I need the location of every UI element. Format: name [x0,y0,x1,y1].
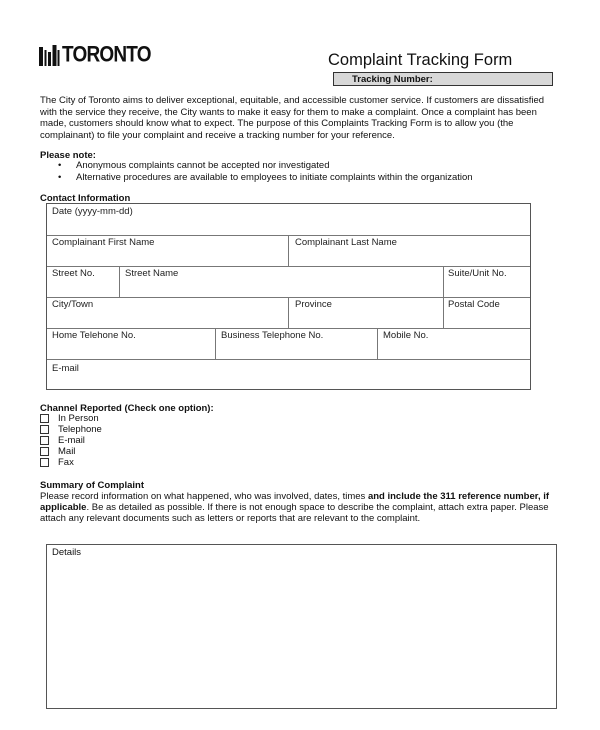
channel-option-in-person[interactable]: In Person [40,413,102,424]
province-field[interactable]: Province [295,299,332,310]
home-phone-field[interactable]: Home Telehone No. [52,330,136,341]
channel-option-email[interactable]: E-mail [40,435,102,446]
suite-field[interactable]: Suite/Unit No. [448,268,507,279]
checkbox[interactable] [40,436,49,445]
tracking-number-field[interactable] [333,72,553,86]
first-name-field[interactable]: Complainant First Name [52,237,155,248]
note-title: Please note: [40,150,96,161]
summary-instructions: Please record information on what happened, who was involved, dates, times and include the 311 reference number, if applicable. Be as detailed as possible. If there is not enough space to describe the complaint, attach extra paper. Please attach any relevant documents such as letters or reports that are relevant to the complaint. [40,491,550,524]
business-phone-field[interactable]: Business Telephone No. [221,330,324,341]
postal-code-field[interactable]: Postal Code [448,299,500,310]
details-textarea[interactable] [46,544,557,709]
note-list [58,160,473,184]
date-field[interactable]: Date (yyyy-mm-dd) [52,206,133,217]
intro-paragraph: The City of Toronto aims to deliver exceptional, equitable, and accessible customer service. If customers are dissatisfied with the service they receive, the City wants to make it easy for them to make a complaint. Once a complaint has been made, customers should know what to expect. The purpose of this Complaints Tracking Form is to allow you (the complainant) to file your complaint and receive a tracking number for your reference. [40,95,545,141]
mobile-field[interactable]: Mobile No. [383,330,429,341]
email-field[interactable]: E-mail [52,363,79,374]
channel-option-fax[interactable]: Fax [40,457,102,468]
note-item: • Alternative procedures are available to employees to initiate complaints within the organization [58,172,473,184]
channel-options [40,413,102,468]
note-item: • Anonymous complaints cannot be accepted nor investigated [58,160,473,172]
city-logo [38,42,151,66]
checkbox[interactable] [40,458,49,467]
last-name-field[interactable]: Complainant Last Name [295,237,397,248]
form-title: Complaint Tracking Form [328,51,513,69]
contact-section-title: Contact Information [40,193,131,204]
summary-section-title: Summary of Complaint [40,480,144,491]
city-hall-icon [38,44,60,66]
logo-text: TORONTO [62,43,151,68]
channel-option-mail[interactable]: Mail [40,446,102,457]
checkbox[interactable] [40,414,49,423]
checkbox[interactable] [40,425,49,434]
contact-grid [46,203,531,390]
street-no-field[interactable]: Street No. [52,268,95,279]
channel-section-title: Channel Reported (Check one option): [40,403,214,414]
street-name-field[interactable]: Street Name [125,268,179,279]
details-label: Details [52,547,82,558]
checkbox[interactable] [40,447,49,456]
channel-option-telephone[interactable]: Telephone [40,424,102,435]
tracking-number-label: Tracking Number: [352,74,433,85]
city-field[interactable]: City/Town [52,299,94,310]
